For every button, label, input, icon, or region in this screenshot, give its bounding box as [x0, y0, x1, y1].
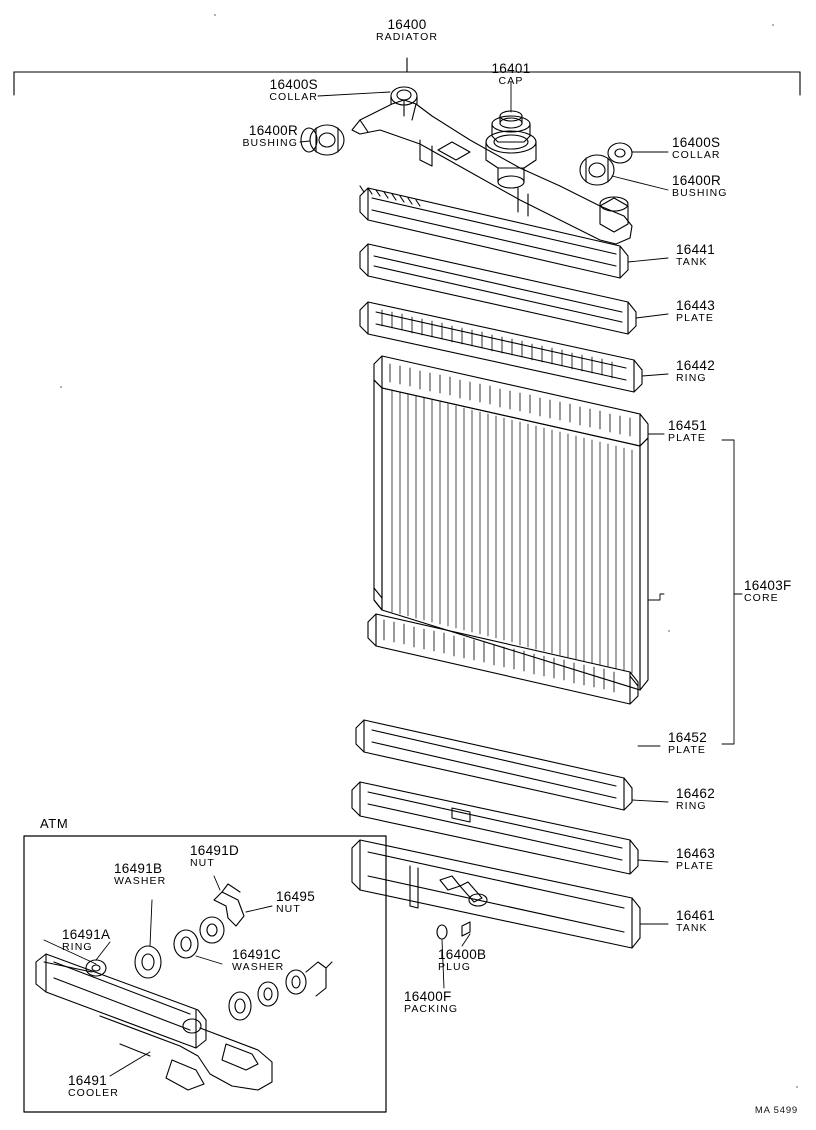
label-16441-tank: 16441 TANK [676, 242, 716, 269]
lower-tank-16461 [352, 840, 640, 948]
label-16400R-bushing-left: 16400R BUSHING [242, 123, 298, 150]
label-16400F-packing: 16400F PACKING [404, 989, 459, 1016]
speckle [60, 386, 62, 388]
radiator-core [374, 380, 648, 690]
plate-16451 [374, 356, 648, 446]
label-16443-plate: 16443 PLATE [676, 298, 716, 325]
assembly-bracket [14, 58, 800, 95]
label-16452-plate: 16452 PLATE [668, 730, 708, 757]
label-16400S-collar-top: 16400S COLLAR [269, 77, 318, 104]
plate-16443 [360, 244, 636, 334]
atm-section-title: ATM [40, 816, 69, 831]
ring-16462 [356, 720, 632, 810]
upper-inlet-pipe [352, 87, 632, 244]
collar-bushing-left [301, 125, 344, 155]
speckle [214, 14, 216, 16]
label-16461-tank: 16461 TANK [676, 908, 716, 935]
label-16463-plate: 16463 PLATE [676, 846, 716, 873]
label-16403F-core: 16403F CORE [744, 578, 792, 605]
label-16400S-collar-right: 16400S COLLAR [672, 135, 721, 162]
label-16491A-ring: 16491A RING [62, 927, 111, 954]
label-16495-nut: 16495 NUT [276, 889, 316, 916]
label-16491C-washer: 16491C WASHER [232, 947, 285, 974]
ring-16442 [360, 302, 642, 392]
speckle [668, 630, 670, 632]
plate-16452 [368, 614, 638, 704]
leader-lines [44, 82, 742, 1076]
plate-16463 [352, 782, 638, 874]
label-16491-cooler: 16491 COOLER [68, 1073, 119, 1100]
label-16400B-plug: 16400B PLUG [438, 947, 487, 974]
label-16491D-nut: 16491D NUT [190, 843, 240, 870]
label-title-block: 16400 RADIATOR [375, 17, 439, 44]
label-16462-ring: 16462 RING [676, 786, 716, 813]
speckle [796, 1086, 798, 1088]
label-16400R-bushing-right: 16400R BUSHING [672, 173, 728, 200]
atm-cooler [36, 954, 272, 1090]
label-16491B-washer: 16491B WASHER [114, 861, 167, 888]
speckle [772, 24, 774, 26]
label-16401-cap: 16401 CAP [491, 61, 531, 88]
footer-code: MA 5499 [754, 1105, 798, 1116]
label-16451-plate: 16451 PLATE [668, 418, 708, 445]
label-16442-ring: 16442 RING [676, 358, 716, 385]
